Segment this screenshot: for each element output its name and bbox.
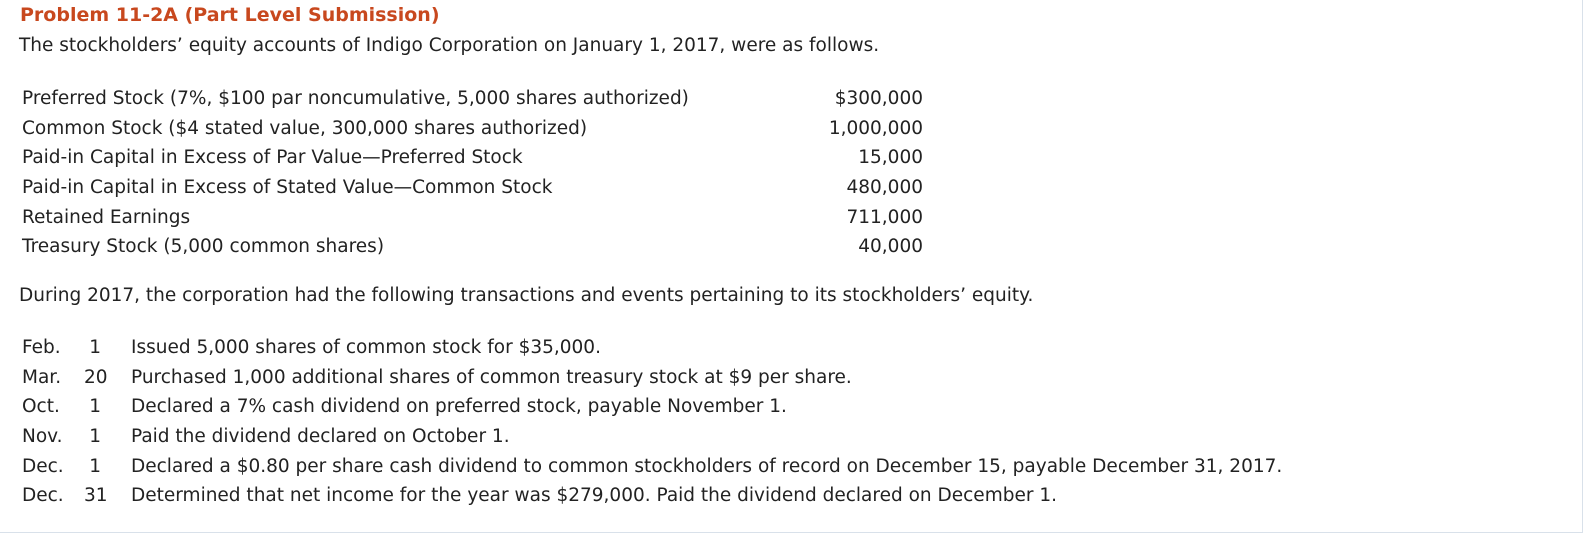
table-row bbox=[20, 451, 1282, 481]
table-row bbox=[20, 232, 923, 262]
event-month: Dec. bbox=[22, 485, 64, 507]
account-name: Treasury Stock (5,000 common shares) bbox=[22, 236, 385, 258]
intro-text: The stockholders’ equity accounts of Indigo Corporation on January 1, 2017, were as follows. bbox=[19, 35, 880, 56]
account-name: Preferred Stock (7%, $100 par noncumulative, 5,000 shares authorized) bbox=[22, 88, 689, 110]
event-day: 20 bbox=[84, 366, 108, 388]
transactions-table bbox=[20, 333, 1282, 511]
event-day: 1 bbox=[89, 337, 101, 359]
event-date bbox=[20, 392, 131, 422]
table-row bbox=[20, 143, 923, 173]
event-description: Determined that net income for the year was $279,000. Paid the dividend declared on December 1. bbox=[131, 485, 1057, 507]
event-date bbox=[20, 451, 131, 481]
table-row bbox=[20, 114, 923, 144]
account-name: Retained Earnings bbox=[22, 206, 191, 228]
account-amount: 711,000 bbox=[846, 206, 923, 228]
event-month: Nov. bbox=[22, 426, 63, 448]
event-description: Purchased 1,000 additional shares of common treasury stock at $9 per share. bbox=[131, 366, 852, 388]
event-date bbox=[20, 333, 131, 363]
table-row bbox=[20, 84, 923, 114]
event-description: Paid the dividend declared on October 1. bbox=[131, 426, 510, 448]
event-description: Declared a 7% cash dividend on preferred stock, payable November 1. bbox=[131, 396, 787, 418]
event-description: Issued 5,000 shares of common stock for $35,000. bbox=[131, 337, 601, 359]
account-amount: 1,000,000 bbox=[828, 117, 923, 139]
table-row bbox=[20, 363, 1282, 393]
event-date bbox=[20, 363, 131, 393]
problem-title: Problem 11-2A (Part Level Submission) bbox=[20, 4, 440, 26]
transactions-intro-text: During 2017, the corporation had the following transactions and events pertaining to its stockholders’ equity. bbox=[19, 285, 1034, 306]
table-row bbox=[20, 481, 1282, 511]
event-day: 1 bbox=[89, 396, 101, 418]
event-month: Feb. bbox=[22, 337, 61, 359]
table-row bbox=[20, 422, 1282, 452]
account-amount: 40,000 bbox=[858, 236, 923, 258]
account-name: Paid-in Capital in Excess of Par Value—Preferred Stock bbox=[22, 147, 523, 169]
event-date bbox=[20, 481, 131, 511]
account-amount: $300,000 bbox=[834, 88, 923, 110]
event-day: 1 bbox=[89, 455, 101, 477]
table-row bbox=[20, 173, 923, 203]
event-month: Oct. bbox=[22, 396, 60, 418]
event-day: 31 bbox=[84, 485, 108, 507]
table-row bbox=[20, 392, 1282, 422]
event-month: Dec. bbox=[22, 455, 64, 477]
event-day: 1 bbox=[89, 426, 101, 448]
event-month: Mar. bbox=[22, 366, 62, 388]
event-date bbox=[20, 422, 131, 452]
account-name: Common Stock ($4 stated value, 300,000 shares authorized) bbox=[22, 117, 588, 139]
table-row bbox=[20, 202, 923, 232]
equity-accounts-table bbox=[20, 84, 923, 262]
account-amount: 15,000 bbox=[858, 147, 923, 169]
event-description: Declared a $0.80 per share cash dividend to common stockholders of record on December 15, payable December 31, 2017. bbox=[131, 455, 1283, 477]
account-amount: 480,000 bbox=[846, 177, 923, 199]
account-name: Paid-in Capital in Excess of Stated Value—Common Stock bbox=[22, 177, 553, 199]
table-row bbox=[20, 333, 1282, 363]
